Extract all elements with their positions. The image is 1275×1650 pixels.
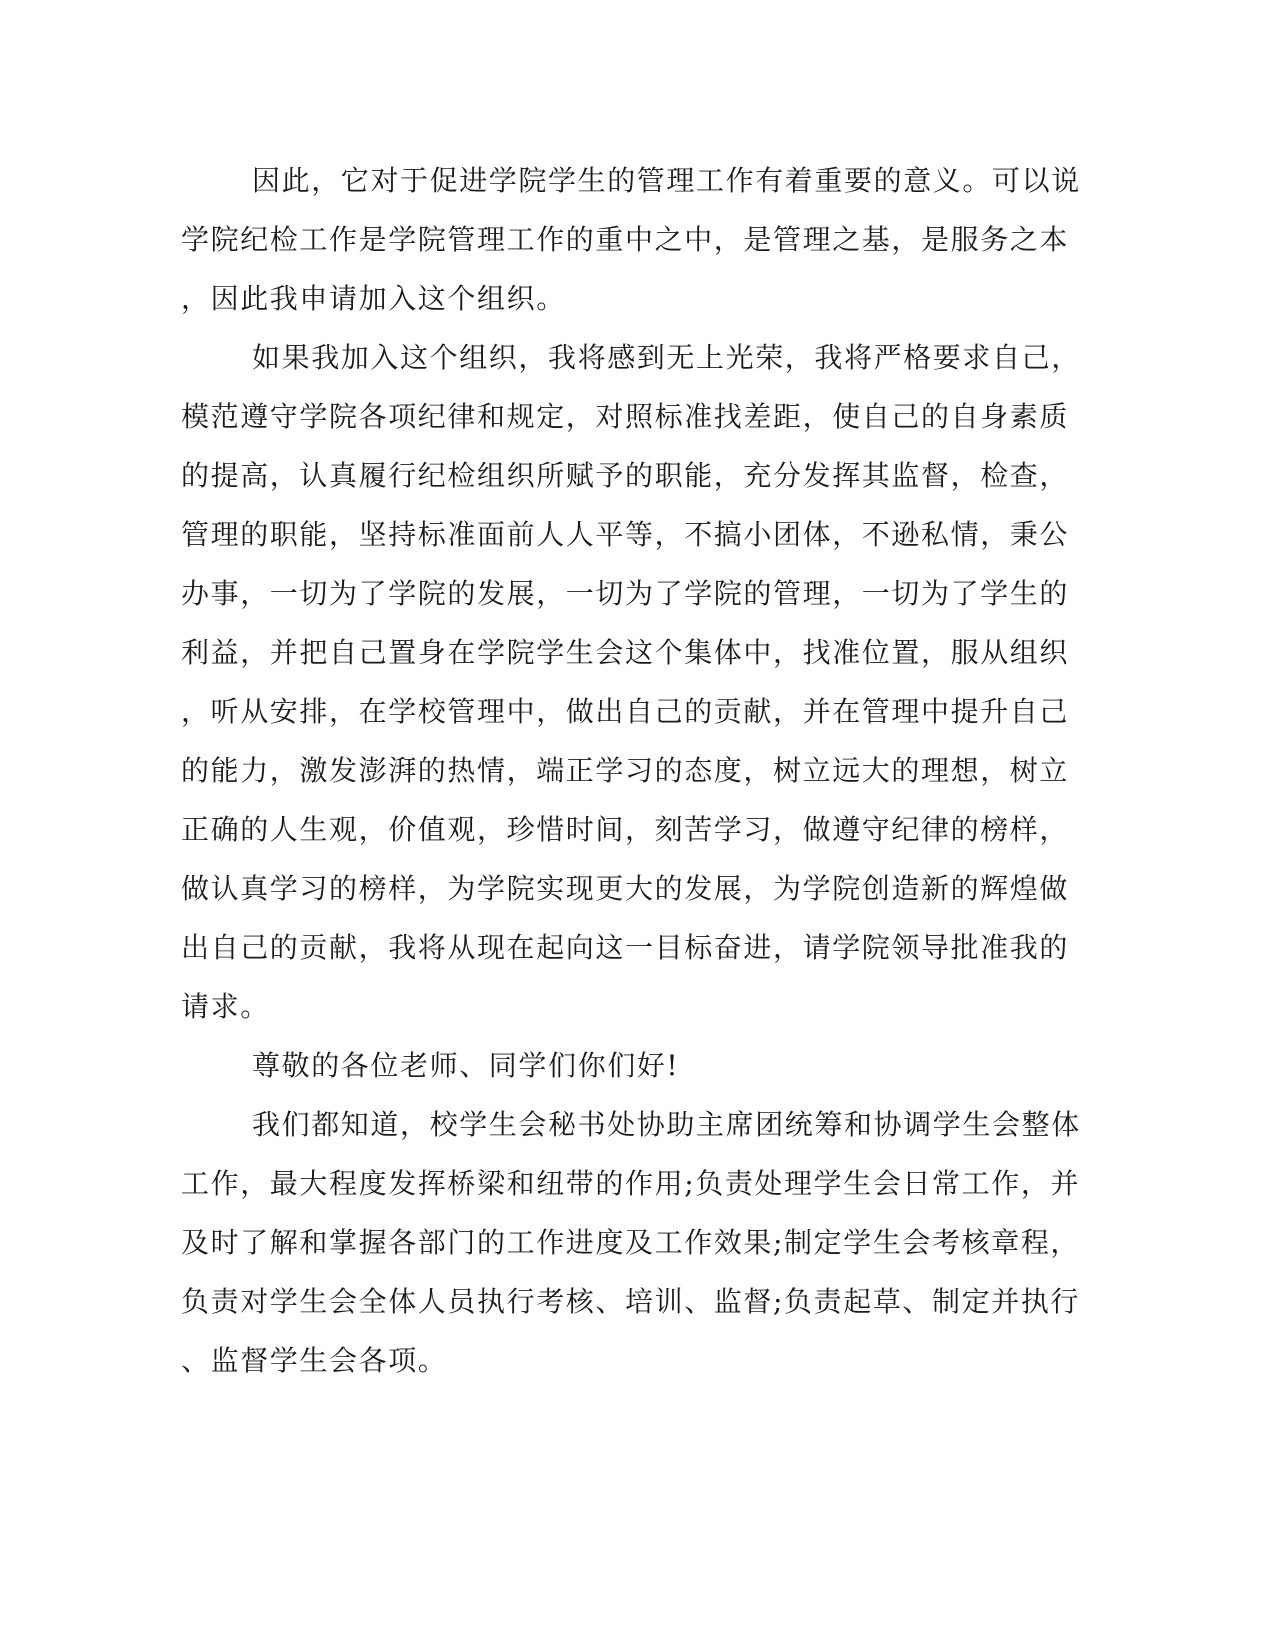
paragraph-2-line-2: 模范遵守学院各项纪律和规定，对照标准找差距，使自己的自身素质 bbox=[181, 400, 1070, 433]
paragraph-2-line-10: 做认真学习的榜样，为学院实现更大的发展，为学院创造新的辉煌做 bbox=[181, 872, 1070, 905]
paragraph-2-line-1: 如果我加入这个组织，我将感到无上光荣，我将严格要求自己， bbox=[252, 341, 1081, 374]
paragraph-3-line-5: 、监督学生会各项。 bbox=[181, 1344, 448, 1377]
paragraph-2-line-7: ，听从安排，在学校管理中，做出自己的贡献，并在管理中提升自己 bbox=[181, 695, 1070, 728]
paragraph-2-line-5: 办事，一切为了学院的发展，一切为了学院的管理，一切为了学生的 bbox=[181, 577, 1070, 610]
paragraph-3-line-1: 我们都知道，校学生会秘书处协助主席团统筹和协调学生会整体 bbox=[252, 1108, 1081, 1141]
paragraph-1-line-2: 学院纪检工作是学院管理工作的重中之中，是管理之基，是服务之本 bbox=[181, 223, 1070, 256]
paragraph-2-line-4: 管理的职能，坚持标准面前人人平等，不搞小团体，不逊私情，秉公 bbox=[181, 518, 1070, 551]
greeting-line: 尊敬的各位老师、同学们你们好! bbox=[252, 1049, 680, 1082]
paragraph-3-line-2: 工作，最大程度发挥桥梁和纽带的作用;负责处理学生会日常工作，并 bbox=[181, 1167, 1081, 1200]
paragraph-2-line-12: 请求。 bbox=[181, 990, 270, 1023]
paragraph-2-line-3: 的提高，认真履行纪检组织所赋予的职能，充分发挥其监督，检查， bbox=[181, 459, 1070, 492]
paragraph-2-line-8: 的能力，激发澎湃的热情，端正学习的态度，树立远大的理想，树立 bbox=[181, 754, 1070, 787]
paragraph-3-line-3: 及时了解和掌握各部门的工作进度及工作效果;制定学生会考核章程， bbox=[181, 1226, 1081, 1259]
paragraph-3-line-4: 负责对学生会全体人员执行考核、培训、监督;负责起草、制定并执行 bbox=[181, 1285, 1081, 1318]
paragraph-1-line-3: ，因此我申请加入这个组织。 bbox=[181, 282, 566, 315]
paragraph-2-line-6: 利益，并把自己置身在学院学生会这个集体中，找准位置，服从组织 bbox=[181, 636, 1070, 669]
paragraph-2-line-9: 正确的人生观，价值观，珍惜时间，刻苦学习，做遵守纪律的榜样， bbox=[181, 813, 1070, 846]
paragraph-2-line-11: 出自己的贡献，我将从现在起向这一目标奋进，请学院领导批准我的 bbox=[181, 931, 1070, 964]
paragraph-1-line-1: 因此，它对于促进学院学生的管理工作有着重要的意义。可以说 bbox=[252, 164, 1081, 197]
